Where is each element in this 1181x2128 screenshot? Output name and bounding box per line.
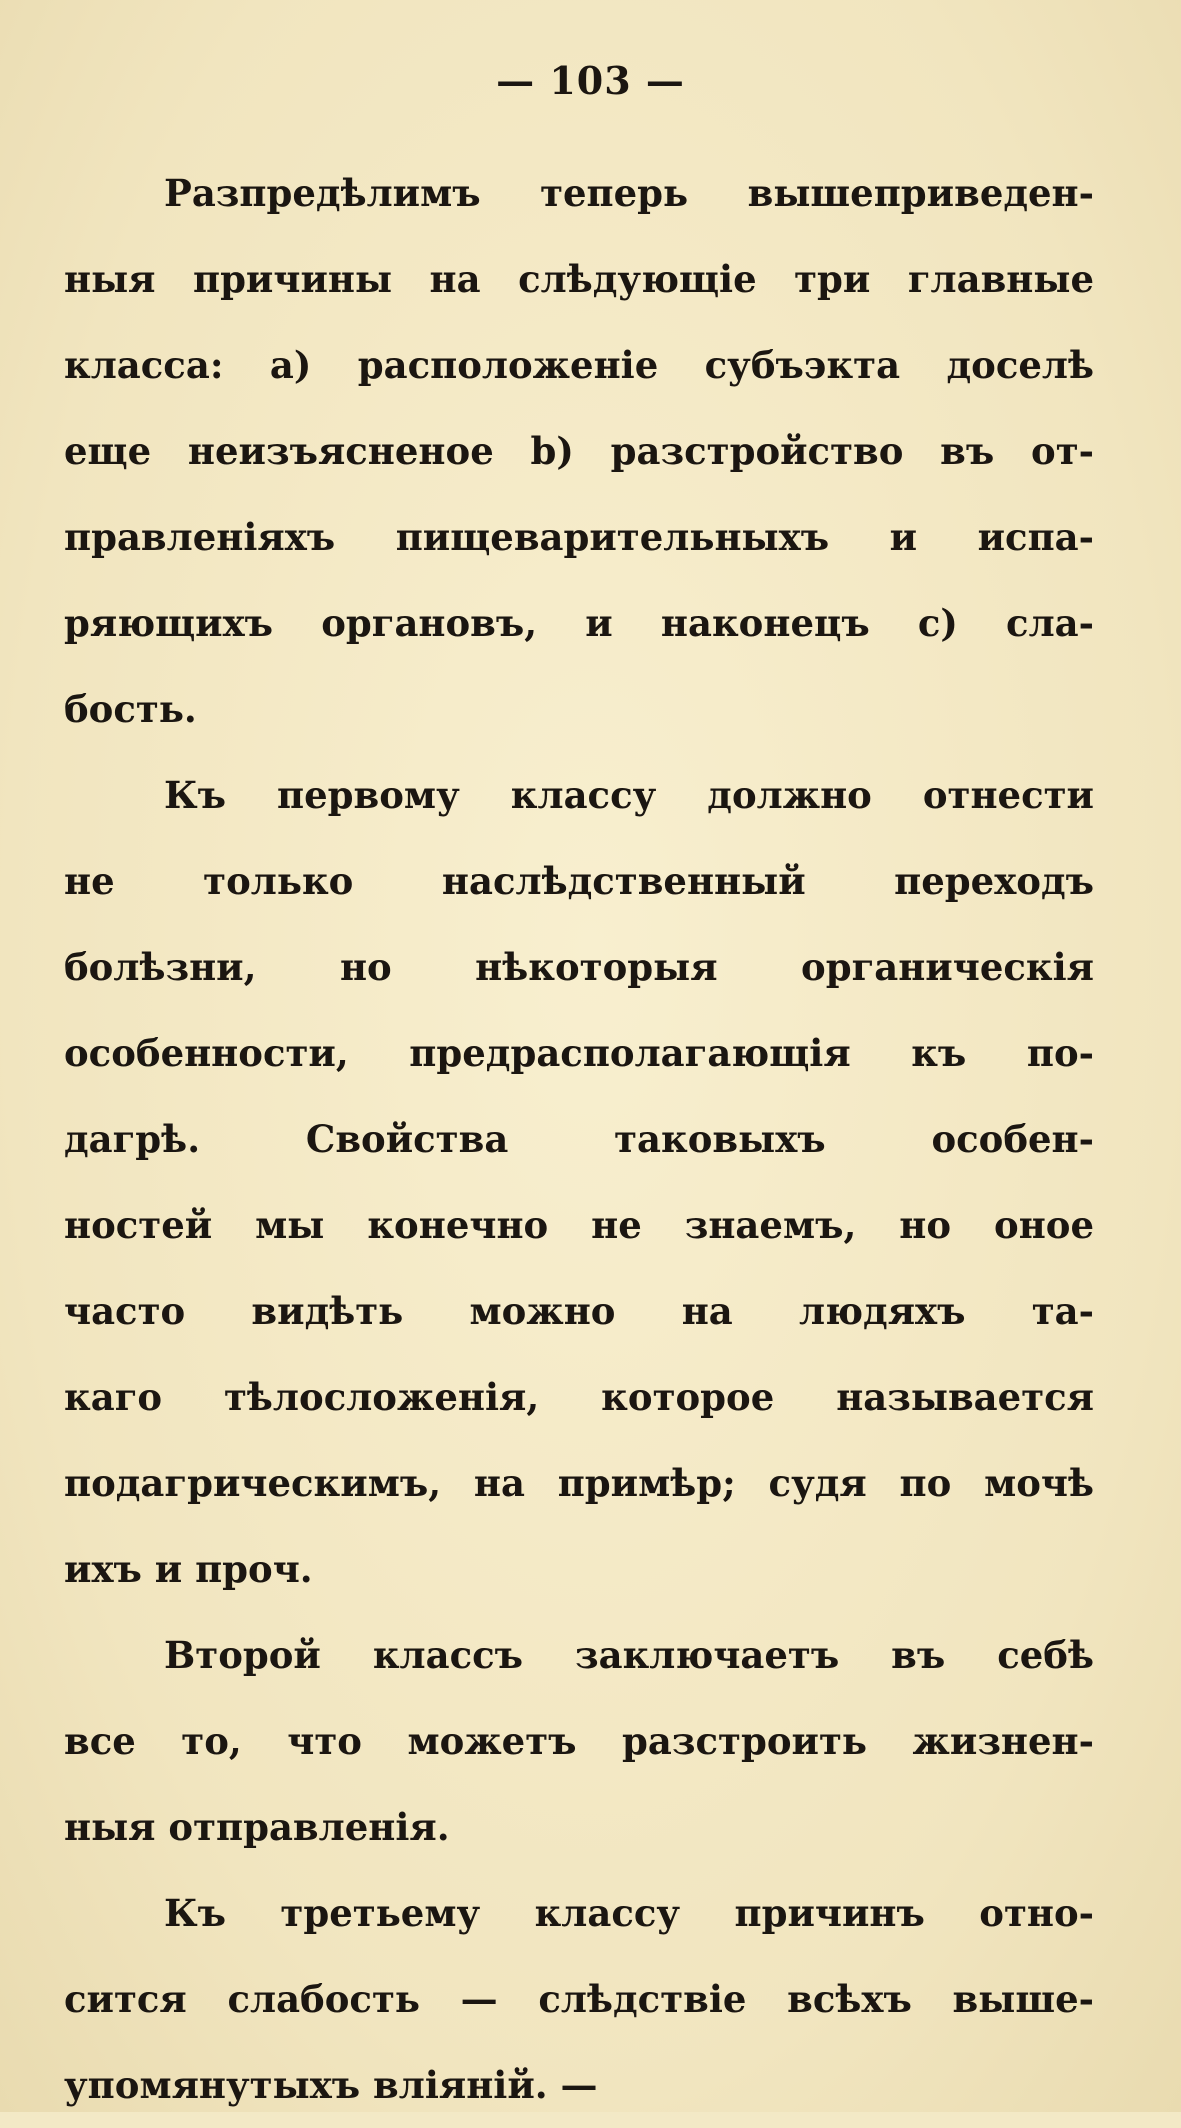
text-line: ныя отправленія. [64,1805,450,1849]
page-number: — 103 — [496,58,685,103]
text-line: сится слабость — слѣдствіе всѣхъ выше- [64,1977,1094,2021]
text-line: Къ первому классу должно отнести [164,773,1094,817]
text-line: особенности, предрасполагающія къ по- [64,1031,1094,1075]
text-line: упомянутыхъ вліяній. — [64,2063,598,2107]
text-line: часто видѣть можно на людяхъ та- [64,1289,1094,1333]
text-line: еще неизъясненое b) разстройство въ от- [64,429,1094,473]
text-line: Къ третьему классу причинъ отно- [164,1891,1094,1935]
text-line: не только наслѣдственный переходъ [64,859,1094,903]
text-line: бость. [64,687,197,731]
text-line: Второй классъ заключаетъ въ себѣ [164,1633,1094,1677]
text-line: болѣзни, но нѣкоторыя органическія [64,945,1094,989]
paragraph-1 [64,150,1094,752]
text-line: ныя причины на слѣдующіе три главные [64,257,1094,301]
text-line: Разпредѣлимъ теперь вышеприведен- [164,171,1094,215]
paragraph-3 [64,1612,1094,1870]
paragraph-2 [64,752,1094,1612]
text-line: все то, что можетъ разстроить жизнен- [64,1719,1094,1763]
text-line: правленіяхъ пищеварительныхъ и испа- [64,515,1094,559]
text-line: ностей мы конечно не знаемъ, но оное [64,1203,1094,1247]
text-body [64,150,1094,2128]
text-line: дагрѣ. Свойства таковыхъ особен- [64,1117,1094,1161]
text-line: ряющихъ органовъ, и наконецъ с) сла- [64,601,1094,645]
text-line: ихъ и проч. [64,1547,313,1591]
text-line: класса: а) расположеніе субъэкта доселѣ [64,343,1094,387]
text-line: подагрическимъ, на примѣр; судя по мочѣ [64,1461,1094,1505]
paragraph-4 [64,1870,1094,2128]
text-line: каго тѣлосложенія, которое называется [64,1375,1094,1419]
